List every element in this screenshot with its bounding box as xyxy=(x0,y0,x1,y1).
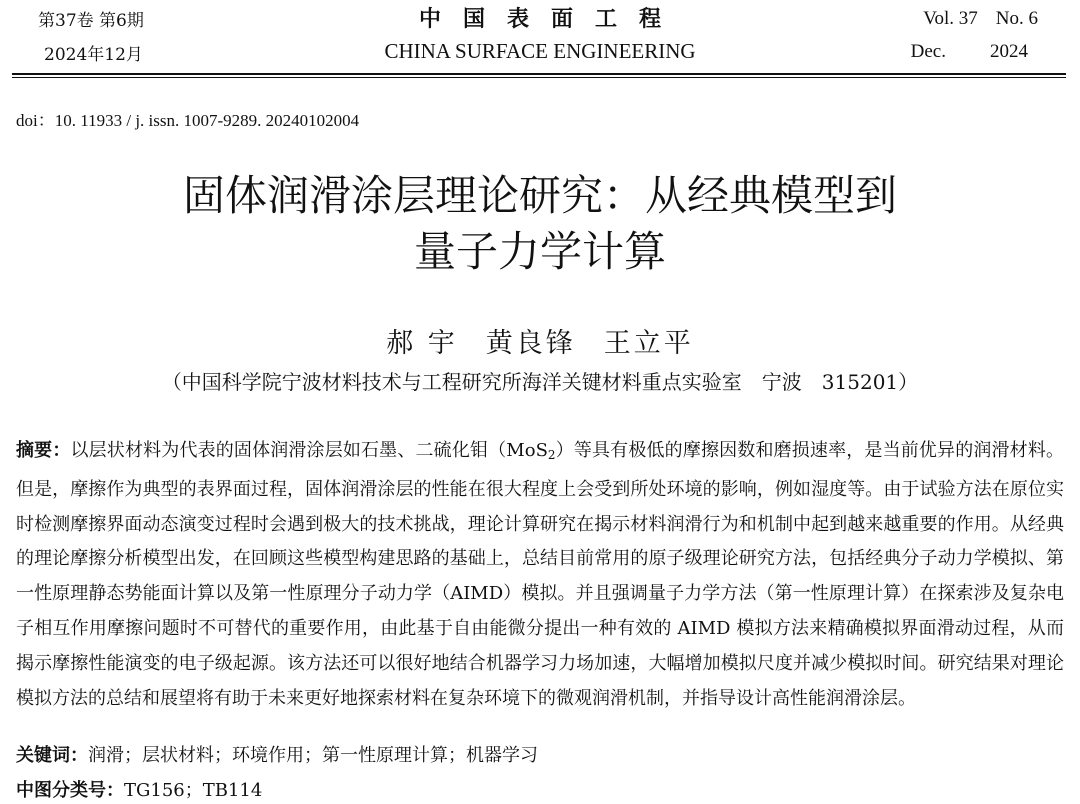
volume-issue-cn: 第37卷 第6期 xyxy=(38,11,144,31)
clc-label: 中图分类号： xyxy=(16,780,124,801)
date-cn: 2024年12月 xyxy=(44,45,143,65)
header-rule-thin xyxy=(12,77,1066,78)
formula-subscript: 2 xyxy=(547,448,556,462)
clc-text: TG156；TB114 xyxy=(124,780,263,801)
abstract-label: 摘要： xyxy=(16,440,71,461)
abstract-text-2: ）等具有极低的摩擦因数和磨损速率，是当前优异的润滑材料。但是，摩擦作为典型的表界面过程，固体润滑涂层的性能在很大程度上会受到所处环境的影响，例如湿度等。由于试验方法在原位实时检测摩擦界面动态演变过程时会遇到极大的技术挑战，理论计算研究在揭示材料润滑行为和机制中起到越来越重要的作用。从经典的理论摩擦分析模型出发，在回顾这些模型构建思路的基础上，总结目前常用的原子级理论研究方法，包括经典分子动力学模拟、第一性原理静态势能面计算以及第一性原理分子动力学（AIMD）模拟。并且强调量子力学方法（第一性原理计算）在探索涉及复杂电子相互作用摩擦问题时不可替代的重要作用，由此基于自由能微分提出一种有效的 AIMD 模拟方法来精确模拟界面滑动过程，从而揭示摩擦性能演变的电子级起源。该方法还可以很好地结合机器学习力场加速，大幅增加模拟尺度并减少模拟时间。研究结果对理论模拟方法的总结和展望将有助于未来更好地探索材料在复杂环境下的微观润滑机制，并指导设计高性能润滑涂层。 xyxy=(16,440,1064,709)
doi[interactable]: doi：10. 11933 / j. issn. 1007-9289. 20240102004 xyxy=(16,111,360,130)
month-en: Dec. xyxy=(910,41,946,62)
keywords-label: 关键词： xyxy=(16,745,88,766)
keywords-text: 润滑；层状材料；环境作用；第一性原理计算；机器学习 xyxy=(88,745,538,766)
author-3: 王立平 xyxy=(603,328,694,359)
volume-issue-en xyxy=(923,8,1038,30)
title-line-1: 固体润滑涂层理论研究：从经典模型到 xyxy=(182,171,897,220)
abstract-text-1: 以层状材料为代表的固体润滑涂层如石墨、二硫化钼（MoS xyxy=(70,440,548,461)
volume-en: Vol. 37 xyxy=(923,8,978,29)
date-en xyxy=(911,41,1028,63)
author-2: 黄良锋 xyxy=(485,328,576,359)
paper-title xyxy=(0,168,1080,280)
author-list xyxy=(0,321,1080,360)
journal-header xyxy=(0,0,1080,80)
classification-number xyxy=(16,776,262,802)
author-1: 郝 宇 xyxy=(386,328,458,359)
header-rule-thick xyxy=(12,73,1066,75)
title-line-2: 量子力学计算 xyxy=(413,227,666,276)
issue-en: No. 6 xyxy=(995,8,1038,29)
keywords xyxy=(16,741,538,767)
abstract xyxy=(16,434,1064,716)
journal-title-cn: 中国表面工程 xyxy=(418,7,683,32)
journal-title-en: CHINA SURFACE ENGINEERING xyxy=(384,39,696,63)
affiliation: （中国科学院宁波材料技术与工程研究所海洋关键材料重点实验室 宁波 315201） xyxy=(161,370,919,394)
year-en: 2024 xyxy=(990,41,1028,62)
